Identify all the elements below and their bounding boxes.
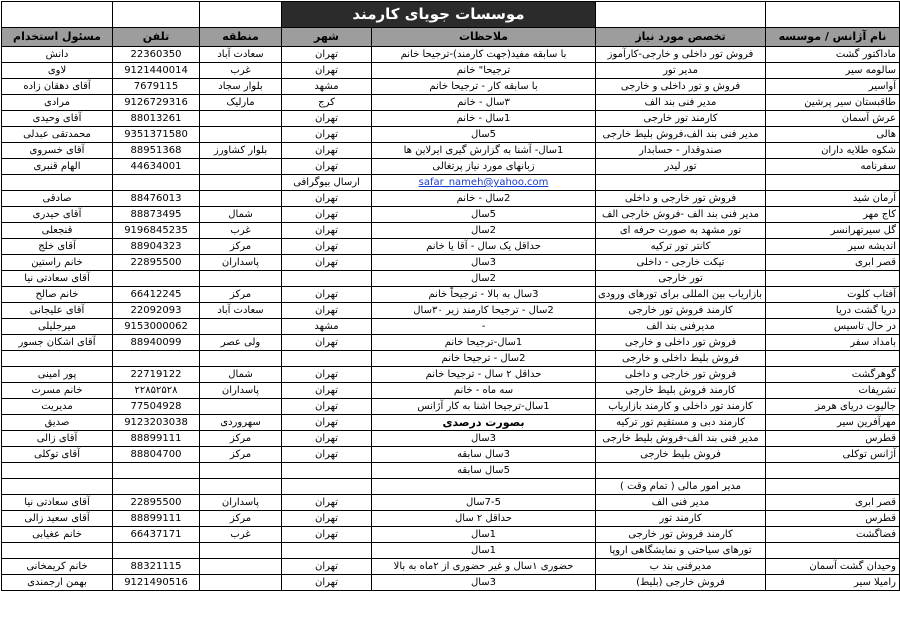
cell-agency: سفرنامه xyxy=(766,159,900,175)
cell-notes: 1سال-ترجیحا اشنا به کار آژانس xyxy=(372,399,596,415)
cell-contact: آقای خسروی xyxy=(2,143,113,159)
cell-contact: خانم راستین xyxy=(2,255,113,271)
cell-city: تهران xyxy=(282,191,372,207)
cell-notes: حداقل ۲ سال xyxy=(372,511,596,527)
cell-region: بلوار کشاورز xyxy=(200,143,282,159)
cell-city: تهران xyxy=(282,223,372,239)
cell-agency: طاقبستان سیر پرشین xyxy=(766,95,900,111)
cell-city: تهران xyxy=(282,47,372,63)
cell-agency: وحیدان گشت آسمان xyxy=(766,559,900,575)
table-row xyxy=(2,495,900,511)
cell-contact: الهام قنبری xyxy=(2,159,113,175)
cell-spec: کارمند فروش تور خارجی xyxy=(596,527,766,543)
cell-notes xyxy=(372,479,596,495)
cell-notes: 3سال به بالا - ترجیحاً خانم xyxy=(372,287,596,303)
table-row xyxy=(2,287,900,303)
cell-phone: 66412245 xyxy=(113,287,200,303)
cell-spec: مدیر فنی الف xyxy=(596,495,766,511)
cell-spec: مدیر فنی بند الف -فروش خارجی الف xyxy=(596,207,766,223)
cell-region xyxy=(200,127,282,143)
cell-agency: رامیلا سیر xyxy=(766,575,900,591)
cell-spec: کارمند تور xyxy=(596,511,766,527)
cell-contact: آقای سعادتی نیا xyxy=(2,495,113,511)
cell-contact: خانم کریمخانی xyxy=(2,559,113,575)
cell-city: تهران xyxy=(282,159,372,175)
cell-city: تهران xyxy=(282,431,372,447)
cell-agency: عرش آسمان xyxy=(766,111,900,127)
header-row xyxy=(2,28,900,47)
cell-notes: حداقل ۲ سال - ترجیحا خانم xyxy=(372,367,596,383)
cell-contact: آقای اشکان جسور xyxy=(2,335,113,351)
cell-notes: بصورت درصدی xyxy=(372,415,596,431)
cell-agency: آواسیر xyxy=(766,79,900,95)
cell-spec: صندوقدار - حسابدار xyxy=(596,143,766,159)
cell-contact: خانم مسرت xyxy=(2,383,113,399)
cell-spec: تور لیدر xyxy=(596,159,766,175)
cell-contact: پور امینی xyxy=(2,367,113,383)
cell-region: ولی عصر xyxy=(200,335,282,351)
cell-spec: بازاریاب بین المللی برای تورهای ورودی xyxy=(596,287,766,303)
cell-agency: در حال تاسیس xyxy=(766,319,900,335)
cell-city xyxy=(282,543,372,559)
cell-phone: 22360350 xyxy=(113,47,200,63)
cell-region xyxy=(200,575,282,591)
cell-notes: 1سال-ترجیحا خانم xyxy=(372,335,596,351)
cell-phone: 9196845235 xyxy=(113,223,200,239)
cell-agency: تشریفات xyxy=(766,383,900,399)
cell-contact: آقای سعادتی نیا xyxy=(2,271,113,287)
cell-city: مشهد xyxy=(282,319,372,335)
agency-table xyxy=(1,1,900,591)
cell-region xyxy=(200,319,282,335)
cell-region: سعادت آباد xyxy=(200,47,282,63)
cell-spec: کارمند تور خارجی xyxy=(596,111,766,127)
cell-spec: مدیر فنی بند الف،فروش بلیط خارجی xyxy=(596,127,766,143)
cell-agency: اندیشه سیر xyxy=(766,239,900,255)
cell-spec: کانتر تور ترکیه xyxy=(596,239,766,255)
cell-spec: فروش تور خارجی و داخلی xyxy=(596,191,766,207)
table-row xyxy=(2,63,900,79)
cell-contact: بهمن ارجمندی xyxy=(2,575,113,591)
cell-spec: کارمند فروش تور خارجی xyxy=(596,303,766,319)
header-agency: نام آژانس / موسسه xyxy=(766,28,900,47)
cell-city: تهران xyxy=(282,207,372,223)
title-blank-left-1 xyxy=(200,2,282,28)
cell-agency: مهرآفرین سیر xyxy=(766,415,900,431)
cell-city: تهران xyxy=(282,383,372,399)
cell-region: مرکز xyxy=(200,431,282,447)
cell-phone: 88904323 xyxy=(113,239,200,255)
cell-agency: قطرس xyxy=(766,511,900,527)
cell-spec: تور مشهد به صورت حرفه ای xyxy=(596,223,766,239)
cell-city: مشهد xyxy=(282,79,372,95)
cell-city: تهران xyxy=(282,335,372,351)
cell-phone: 88873495 xyxy=(113,207,200,223)
cell-agency: قصر ابری xyxy=(766,255,900,271)
cell-agency: ماداکتور گشت xyxy=(766,47,900,63)
cell-agency: آفتاب کلوت xyxy=(766,287,900,303)
title-blank-left-2 xyxy=(113,2,200,28)
table-row xyxy=(2,351,900,367)
cell-contact: مرادی xyxy=(2,95,113,111)
cell-agency: شکوه طلایه داران xyxy=(766,143,900,159)
cell-notes: حضوری ۱سال و غیر حضوری از ۲ماه به بالا xyxy=(372,559,596,575)
cell-city: تهران xyxy=(282,255,372,271)
cell-city: تهران xyxy=(282,511,372,527)
cell-contact: آقای علیجانی xyxy=(2,303,113,319)
cell-region: شمال xyxy=(200,207,282,223)
table-row xyxy=(2,271,900,287)
cell-notes: ترجیحا" خانم xyxy=(372,63,596,79)
cell-city: تهران xyxy=(282,575,372,591)
table-row xyxy=(2,559,900,575)
cell-notes: 5سال سابقه xyxy=(372,463,596,479)
cell-region xyxy=(200,463,282,479)
cell-phone: 66437171 xyxy=(113,527,200,543)
cell-phone xyxy=(113,479,200,495)
cell-region xyxy=(200,351,282,367)
cell-contact: صادقی xyxy=(2,191,113,207)
cell-agency xyxy=(766,463,900,479)
cell-city: تهران xyxy=(282,495,372,511)
cell-city xyxy=(282,271,372,287)
cell-contact: خانم صالح xyxy=(2,287,113,303)
cell-region xyxy=(200,271,282,287)
cell-contact xyxy=(2,351,113,367)
email-link[interactable]: safar_nameh@yahoo.com xyxy=(418,177,549,188)
cell-agency: بامداد سفر xyxy=(766,335,900,351)
cell-phone xyxy=(113,271,200,287)
cell-region: غرب xyxy=(200,223,282,239)
cell-contact: مدیریت xyxy=(2,399,113,415)
cell-city: تهران xyxy=(282,399,372,415)
table-row xyxy=(2,303,900,319)
cell-phone: 88899111 xyxy=(113,511,200,527)
cell-city xyxy=(282,351,372,367)
cell-notes: 3سال سابقه xyxy=(372,447,596,463)
cell-city: تهران xyxy=(282,559,372,575)
cell-city: تهران xyxy=(282,63,372,79)
cell-city: تهران xyxy=(282,447,372,463)
cell-phone: 88951368 xyxy=(113,143,200,159)
cell-phone: 88476013 xyxy=(113,191,200,207)
cell-notes: 1سال xyxy=(372,527,596,543)
cell-notes: 2سال - خانم xyxy=(372,191,596,207)
title-blank-right-2 xyxy=(596,2,766,28)
cell-spec xyxy=(596,463,766,479)
cell-region: سعادت آباد xyxy=(200,303,282,319)
cell-region: مرکز xyxy=(200,511,282,527)
cell-notes: ۳سال - خانم xyxy=(372,95,596,111)
cell-phone: 88940099 xyxy=(113,335,200,351)
table-row xyxy=(2,47,900,63)
table-row xyxy=(2,383,900,399)
cell-region: غرب xyxy=(200,527,282,543)
cell-notes: 1سال xyxy=(372,543,596,559)
cell-region: مارلیک xyxy=(200,95,282,111)
title-blank-right xyxy=(766,2,900,28)
cell-region: پاسداران xyxy=(200,495,282,511)
cell-spec: مدیر فنی بند الف xyxy=(596,95,766,111)
table-row xyxy=(2,447,900,463)
cell-notes: زبانهای مورد نیاز پرتغالی xyxy=(372,159,596,175)
cell-city: تهران xyxy=(282,287,372,303)
cell-phone: 88013261 xyxy=(113,111,200,127)
cell-contact: قنجعلی xyxy=(2,223,113,239)
cell-city: تهران xyxy=(282,127,372,143)
cell-spec: مدیر فنی بند الف-فروش بلیط خارجی xyxy=(596,431,766,447)
cell-notes: حداقل یک سال - آقا یا خانم xyxy=(372,239,596,255)
cell-region: مرکز xyxy=(200,447,282,463)
page-title: موسسات جویای کارمند xyxy=(282,2,596,28)
cell-agency: قطرس xyxy=(766,431,900,447)
table-row xyxy=(2,79,900,95)
header-contact: مسئول استخدام xyxy=(2,28,113,47)
cell-phone: 9121440014 xyxy=(113,63,200,79)
cell-agency: دریا گشت دریا xyxy=(766,303,900,319)
header-region: منطقه xyxy=(200,28,282,47)
table-body xyxy=(2,47,900,591)
title-blank-left-3 xyxy=(2,2,113,28)
table-row xyxy=(2,543,900,559)
cell-notes: 5سال xyxy=(372,207,596,223)
cell-contact: آقای زالی xyxy=(2,431,113,447)
table-row xyxy=(2,143,900,159)
cell-region xyxy=(200,111,282,127)
cell-phone: 88804700 xyxy=(113,447,200,463)
cell-phone: 9153000062 xyxy=(113,319,200,335)
cell-notes: 2سال xyxy=(372,271,596,287)
table-row xyxy=(2,431,900,447)
cell-notes: سه ماه - خانم xyxy=(372,383,596,399)
cell-phone: ۲۲۸۵۲۵۲۸ xyxy=(113,383,200,399)
cell-city: تهران xyxy=(282,527,372,543)
cell-contact: لاوی xyxy=(2,63,113,79)
cell-notes: 1سال - خانم xyxy=(372,111,596,127)
cell-spec: کارمند فروش بلیط خارجی xyxy=(596,383,766,399)
cell-city xyxy=(282,463,372,479)
table-row xyxy=(2,479,900,495)
cell-contact xyxy=(2,543,113,559)
cell-region xyxy=(200,191,282,207)
cell-spec: فروش خارجی (بلیط) xyxy=(596,575,766,591)
table-row xyxy=(2,399,900,415)
cell-phone xyxy=(113,175,200,191)
cell-city: تهران xyxy=(282,111,372,127)
cell-notes: 1سال- آشنا به گزارش گیری ایرلاین ها xyxy=(372,143,596,159)
table-row xyxy=(2,255,900,271)
cell-region: شمال xyxy=(200,367,282,383)
cell-phone xyxy=(113,463,200,479)
table-row xyxy=(2,207,900,223)
table-row xyxy=(2,175,900,191)
cell-city: تهران xyxy=(282,143,372,159)
cell-contact: صدیق xyxy=(2,415,113,431)
cell-contact: خانم عغیابی xyxy=(2,527,113,543)
cell-spec: تور خارجی xyxy=(596,271,766,287)
table-row xyxy=(2,95,900,111)
cell-region: پاسداران xyxy=(200,255,282,271)
cell-notes: 7-5سال xyxy=(372,495,596,511)
cell-notes: 3سال xyxy=(372,431,596,447)
cell-phone: 22092093 xyxy=(113,303,200,319)
cell-spec: فروش تور داخلی و خارجی-کارآموز xyxy=(596,47,766,63)
cell-contact: آقای توکلی xyxy=(2,447,113,463)
cell-spec: فروش بلیط خارجی xyxy=(596,447,766,463)
cell-agency: هالی xyxy=(766,127,900,143)
cell-phone: 22895500 xyxy=(113,495,200,511)
cell-notes: 2سال xyxy=(372,223,596,239)
cell-contact xyxy=(2,463,113,479)
cell-spec: فروش و تور داخلی و خارجی xyxy=(596,79,766,95)
cell-spec: کارمند دبی و مستقیم تور ترکیه xyxy=(596,415,766,431)
cell-spec: مدیرفنی بند الف xyxy=(596,319,766,335)
cell-spec: فروش بلیط داخلی و خارجی xyxy=(596,351,766,367)
cell-spec: مدیر تور xyxy=(596,63,766,79)
table-row xyxy=(2,223,900,239)
cell-notes: 3سال xyxy=(372,255,596,271)
cell-phone: 22895500 xyxy=(113,255,200,271)
cell-contact: دانش xyxy=(2,47,113,63)
cell-phone: 9123203038 xyxy=(113,415,200,431)
cell-region xyxy=(200,559,282,575)
cell-contact: آقای سعید زالی xyxy=(2,511,113,527)
header-phone: تلفن xyxy=(113,28,200,47)
cell-notes xyxy=(372,175,596,191)
table-row xyxy=(2,319,900,335)
cell-phone: 44634001 xyxy=(113,159,200,175)
header-notes: ملاحظات xyxy=(372,28,596,47)
table-row xyxy=(2,527,900,543)
cell-city: تهران xyxy=(282,239,372,255)
cell-notes: با سابقه کار - ترجیحا خانم xyxy=(372,79,596,95)
cell-spec xyxy=(596,175,766,191)
cell-notes: 5سال xyxy=(372,127,596,143)
cell-phone: 77504928 xyxy=(113,399,200,415)
cell-notes: 3سال xyxy=(372,575,596,591)
cell-contact: محمدتقی عبدلی xyxy=(2,127,113,143)
table-row xyxy=(2,127,900,143)
cell-spec: مدیرفنی بند ب xyxy=(596,559,766,575)
cell-agency xyxy=(766,479,900,495)
cell-notes: 2سال - ترجیحا کارمند زیر ۳۰سال xyxy=(372,303,596,319)
cell-phone: 88899111 xyxy=(113,431,200,447)
table-row xyxy=(2,463,900,479)
cell-region: مرکز xyxy=(200,287,282,303)
cell-phone: 22719122 xyxy=(113,367,200,383)
table-row xyxy=(2,191,900,207)
cell-region xyxy=(200,399,282,415)
table-row xyxy=(2,367,900,383)
cell-spec: فروش تور خارجی و داخلی xyxy=(596,367,766,383)
cell-city: تهران xyxy=(282,415,372,431)
cell-phone: 9126729316 xyxy=(113,95,200,111)
cell-city: تهران xyxy=(282,367,372,383)
table-row xyxy=(2,511,900,527)
cell-spec: تیکت خارجی - داخلی xyxy=(596,255,766,271)
cell-agency xyxy=(766,351,900,367)
cell-region: بلوار سجاد xyxy=(200,79,282,95)
cell-region xyxy=(200,175,282,191)
cell-city: کرج xyxy=(282,95,372,111)
cell-agency: گل سیرتهرانسر xyxy=(766,223,900,239)
cell-agency: فضاگشت xyxy=(766,527,900,543)
cell-agency: سالومه سیر xyxy=(766,63,900,79)
cell-notes: با سابقه مفید(جهت کارمند)-ترجیحا خانم xyxy=(372,47,596,63)
cell-contact xyxy=(2,175,113,191)
cell-phone: 88321115 xyxy=(113,559,200,575)
cell-agency xyxy=(766,175,900,191)
cell-spec: کارمند تور داخلی و کارمند بازاریاب xyxy=(596,399,766,415)
table-row xyxy=(2,159,900,175)
cell-contact: آقای خلج xyxy=(2,239,113,255)
cell-agency: گوهرگشت xyxy=(766,367,900,383)
cell-phone xyxy=(113,543,200,559)
cell-city xyxy=(282,479,372,495)
cell-region: غرب xyxy=(200,63,282,79)
cell-phone: 7679115 xyxy=(113,79,200,95)
cell-phone: 9351371580 xyxy=(113,127,200,143)
table-row xyxy=(2,575,900,591)
cell-region xyxy=(200,543,282,559)
cell-phone xyxy=(113,351,200,367)
header-city: شهر xyxy=(282,28,372,47)
cell-spec: فروش تور داخلی و خارجی xyxy=(596,335,766,351)
cell-city: تهران xyxy=(282,303,372,319)
cell-agency: آرمان شید xyxy=(766,191,900,207)
cell-region: سهروردی xyxy=(200,415,282,431)
cell-agency xyxy=(766,543,900,559)
cell-notes: - xyxy=(372,319,596,335)
table-row xyxy=(2,335,900,351)
table-row xyxy=(2,415,900,431)
cell-phone: 9121490516 xyxy=(113,575,200,591)
header-spec: تخصص مورد نیاز xyxy=(596,28,766,47)
cell-region xyxy=(200,479,282,495)
cell-contact: میرجلیلی xyxy=(2,319,113,335)
cell-contact: آقای دهقان زاده xyxy=(2,79,113,95)
cell-agency: جالیوت دریای هرمز xyxy=(766,399,900,415)
title-row xyxy=(2,2,900,28)
cell-spec: مدیر امور مالی ( تمام وقت ) xyxy=(596,479,766,495)
table-row xyxy=(2,111,900,127)
cell-agency xyxy=(766,271,900,287)
cell-region: پاسداران xyxy=(200,383,282,399)
cell-spec: تورهای سیاحتی و نمایشگاهی اروپا xyxy=(596,543,766,559)
cell-city: ارسال بیوگرافی xyxy=(282,175,372,191)
table-row xyxy=(2,239,900,255)
cell-contact: آقای وحیدی xyxy=(2,111,113,127)
cell-notes: 2سال - ترجیحا خانم xyxy=(372,351,596,367)
cell-contact xyxy=(2,479,113,495)
cell-agency: آژانس توکلی xyxy=(766,447,900,463)
cell-region xyxy=(200,159,282,175)
cell-contact: آقای حیدری xyxy=(2,207,113,223)
cell-agency: کاج مهر xyxy=(766,207,900,223)
cell-agency: قصر ابری xyxy=(766,495,900,511)
cell-region: مرکز xyxy=(200,239,282,255)
